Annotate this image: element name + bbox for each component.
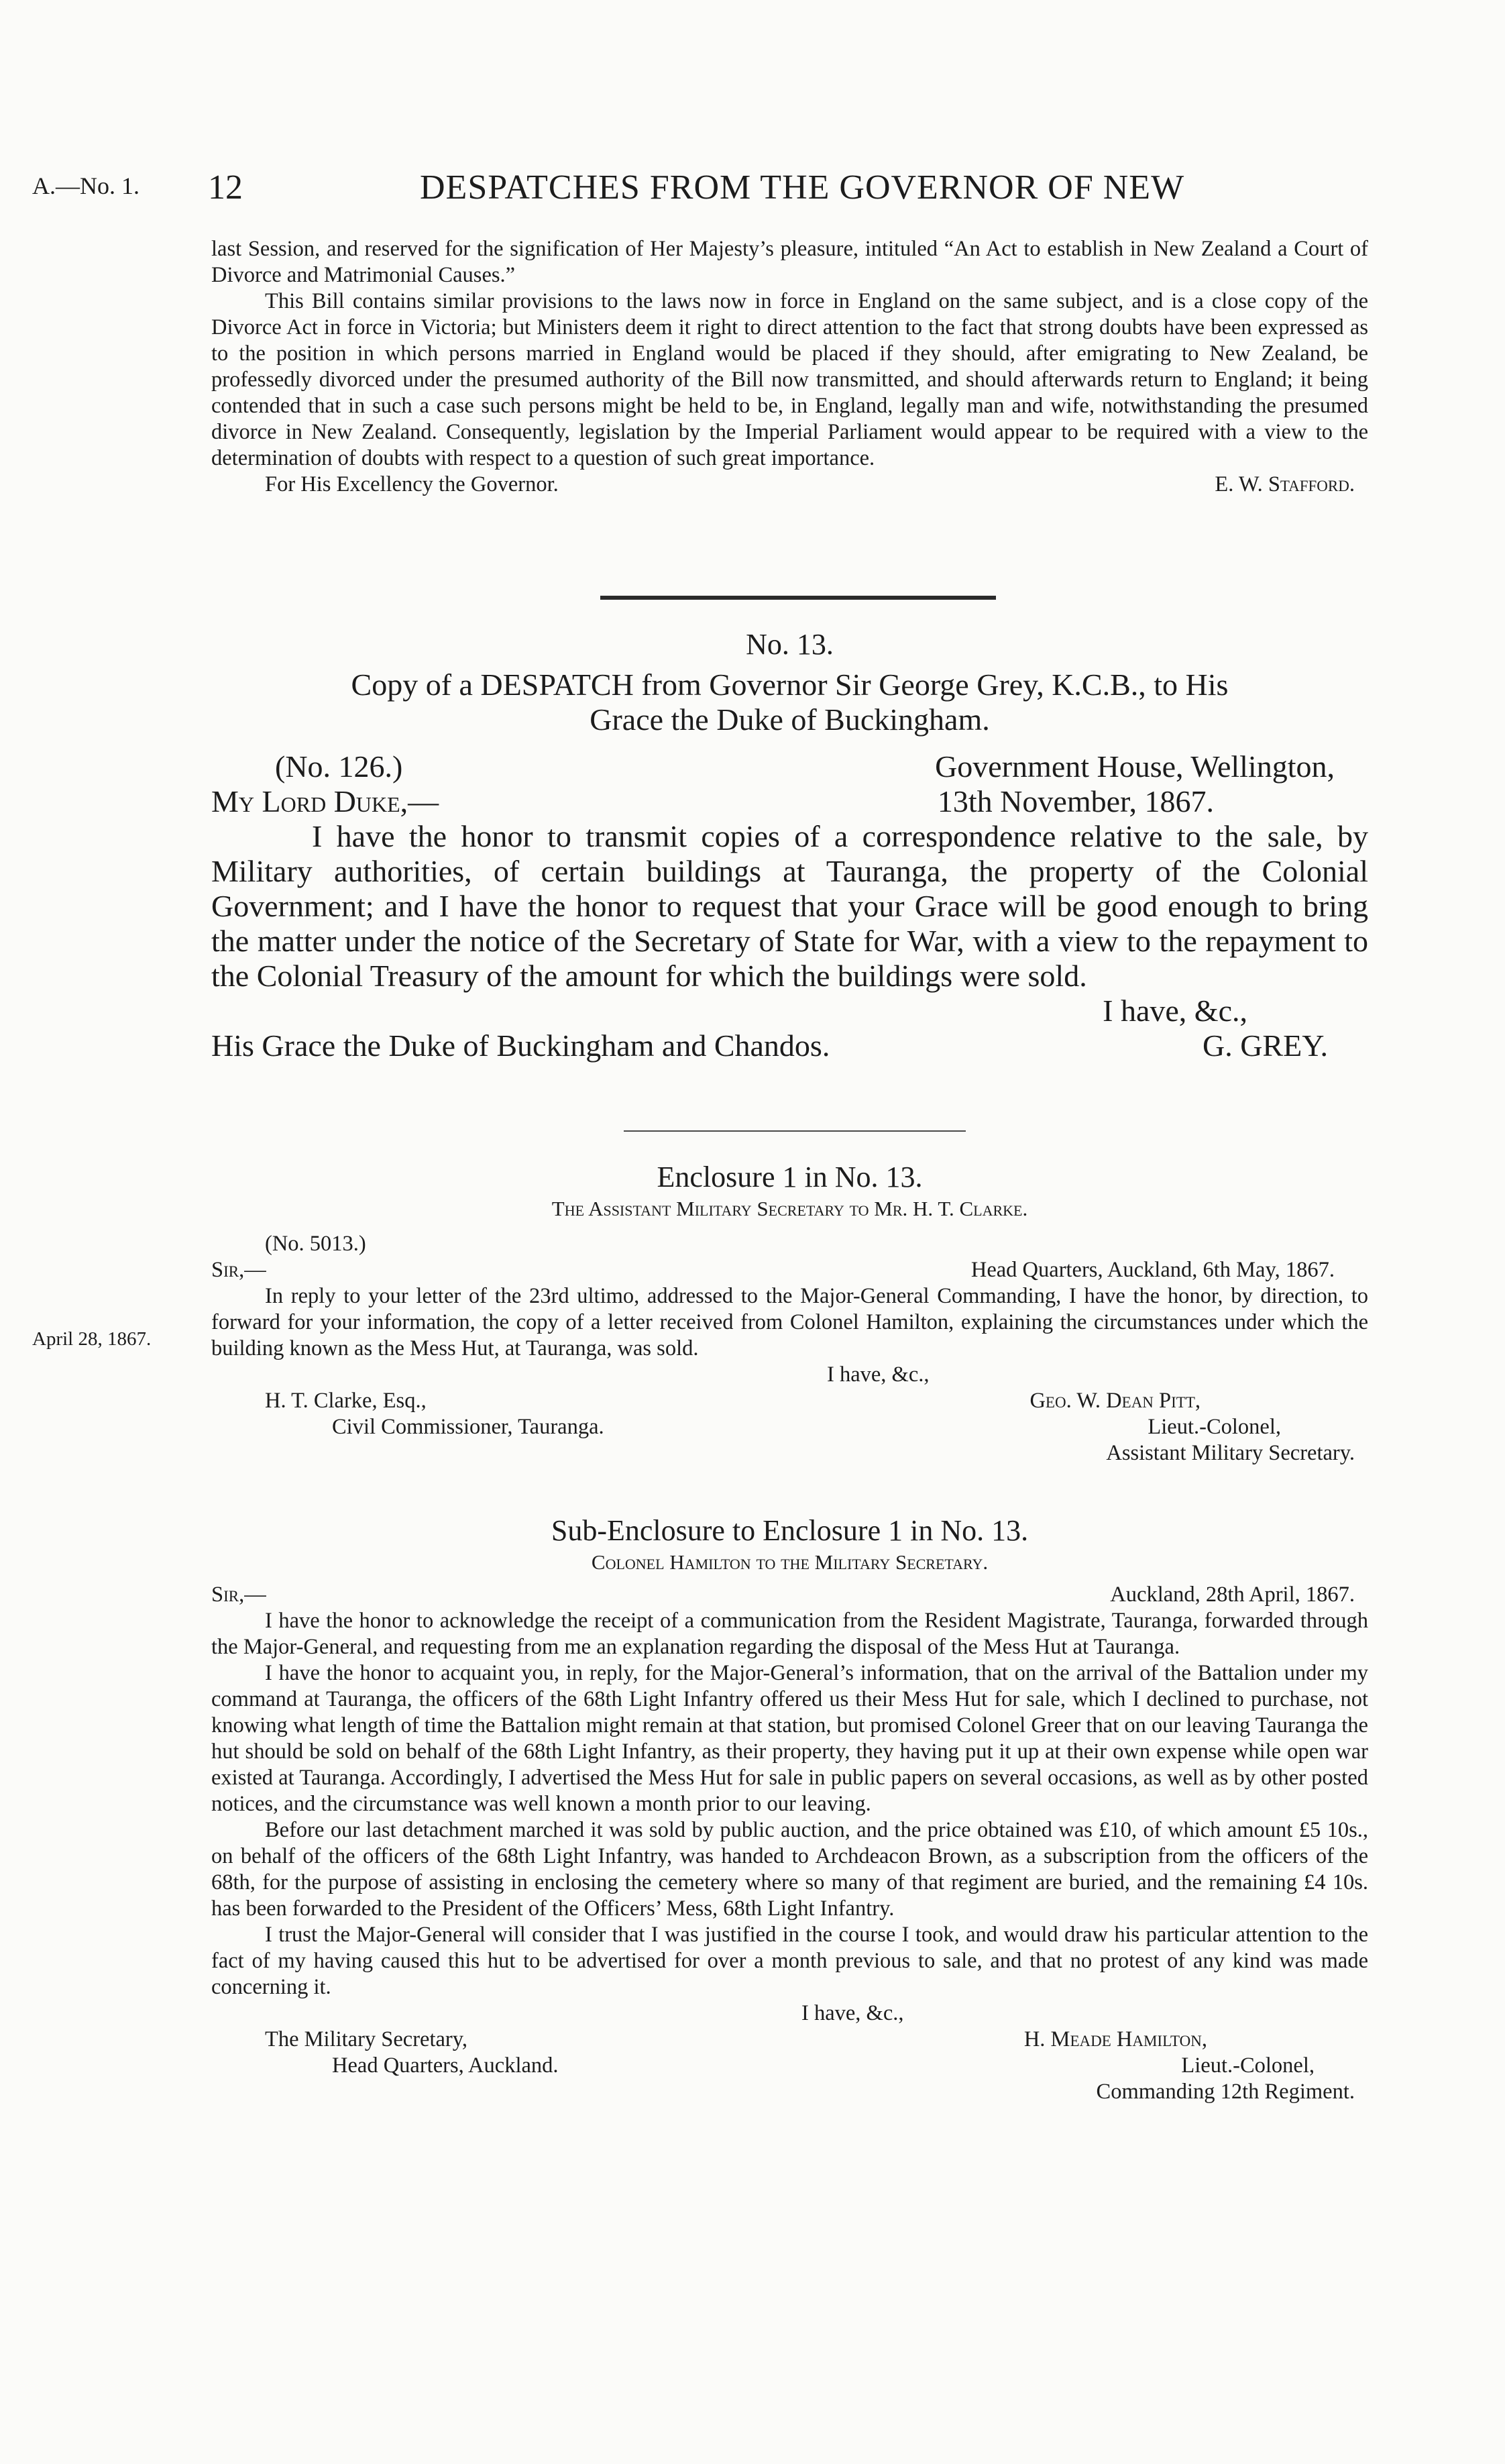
enclosure-addressee-name: H. T. Clarke, Esq., [265, 1389, 427, 1413]
enclosure-sign-line-1 [211, 1388, 1368, 1414]
section-divider [600, 596, 996, 600]
despatch-valediction: I have, &c., [1103, 994, 1247, 1028]
enclosure-ref: (No. 5013.) [265, 1232, 366, 1256]
enclosure-valediction: I have, &c., [827, 1362, 930, 1387]
despatch-salutation: My Lord Duke,— [211, 784, 439, 818]
enclosure-signature-title: Assistant Military Secretary. [1106, 1441, 1355, 1465]
continued-letter [211, 236, 1368, 498]
paragraph: I have the honor to acquaint you, in reply, for the Major-General’s information, that on the arrival of the Battalion under my command at Tauranga, the officers of the 68th Light Infantry offered us their Mess Hut for sale, which I declined to purchase, not knowing what length of time the Battalion might remain at that station, but promised Colonel Greer that on our leaving Tauranga the hut should be sold on behalf of the 68th Light Infantry, as their property, they having put it up at their own expense while open war existed at Tauranga. Accordingly, I advertised the Mess Hut for sale in public papers on several occasions, as well as by other posted notices, and the circumstance was well known a month prior to our leaving. [211, 1661, 1368, 1816]
sub-enclosure-addressee-place: Head Quarters, Auckland. [332, 2053, 559, 2078]
enclosure-body: In reply to your letter of the 23rd ultimo, addressed to the Major-General Commanding, I have the honor, by direction, to forward for your information, the copy of a letter received from Colonel Hamilton, explaining the circumstances under which the building known as the Mess Hut, at Tauranga, was sold. [211, 1284, 1368, 1360]
despatch-number: No. 13. [746, 628, 834, 661]
paragraph: I have the honor to acknowledge the receipt of a communication from the Resident Magistrate, Tauranga, forwarded through the Major-General, and requesting from me an explanation regarding the disposal of the Mess Hut at Tauranga. [211, 1609, 1368, 1659]
despatch-body: I have the honor to transmit copies of a correspondence relative to the sale, by Military authorities, of certain buildings at Tauranga, the property of the Colonial Government; and I have the honor to request that your Grace will be good enough to bring the matter under the notice of the Secretary of State for War, with a view to the repayment to the Colonial Treasury of the amount for which the buildings were sold. [211, 819, 1368, 993]
sub-enclosure-sign-line-1 [211, 2027, 1368, 2053]
despatch-heading-line1: Copy of a DESPATCH from Governor Sir George Grey, K.C.B., to His [351, 667, 1229, 702]
paragraph: last Session, and reserved for the signification of Her Majesty’s pleasure, intituled “An Act to establish in New Zealand a Court of Divorce and Matrimonial Causes.” [211, 237, 1368, 287]
header-reference: A.—No. 1. [32, 172, 140, 199]
enclosure-signature-rank: Lieut.-Colonel, [1148, 1415, 1281, 1439]
despatch-addressee: His Grace the Duke of Buckingham and Chandos. [211, 1028, 830, 1063]
header-title: DESPATCHES FROM THE GOVERNOR OF NEW [420, 168, 1185, 207]
enclosure-1 [211, 1159, 1368, 1466]
sub-enclosure-signature-name: H. Meade Hamilton, [1023, 2027, 1207, 2051]
enclosure-addressee-title: Civil Commissioner, Tauranga. [332, 1415, 604, 1439]
enclosure-salutation: Sir,— [211, 1258, 266, 1282]
section-divider [624, 1130, 966, 1132]
despatch-date: 13th November, 1867. [937, 784, 1214, 818]
closing-line [211, 472, 1368, 498]
despatch-addressee-line [211, 1028, 1368, 1063]
enclosure-subtitle: The Assistant Military Secretary to Mr. H. T. Clarke. [551, 1197, 1028, 1220]
enclosure-title: Enclosure 1 in No. 13. [657, 1161, 923, 1193]
running-header [32, 168, 1367, 215]
sub-enclosure-signature-title: Commanding 12th Regiment. [1096, 2080, 1355, 2104]
signature: E. W. Stafford. [1215, 472, 1355, 496]
sub-enclosure-place-date: Auckland, 28th April, 1867. [1110, 1583, 1355, 1607]
enclosure-salutation-line [211, 1257, 1368, 1283]
sub-enclosure-addressee-name: The Military Secretary, [265, 2027, 468, 2051]
enclosure-signature-name: Geo. W. Dean Pitt, [1029, 1389, 1201, 1413]
sub-enclosure [211, 1513, 1368, 2105]
sub-enclosure-subtitle: Colonel Hamilton to the Military Secretary. [591, 1550, 989, 1574]
sub-enclosure-title: Sub-Enclosure to Enclosure 1 in No. 13. [551, 1514, 1029, 1547]
despatch [211, 627, 1368, 1063]
despatch-signature: G. GREY. [1202, 1028, 1328, 1063]
sub-enclosure-salutation: Sir,— [211, 1583, 266, 1607]
enclosure-sign-line-2 [211, 1414, 1368, 1440]
despatch-heading-line2: Grace the Duke of Buckingham. [590, 702, 990, 737]
paragraph: This Bill contains similar provisions to the laws now in force in England on the same subject, and is a close copy of the Divorce Act in force in Victoria; but Ministers deem it right to direct attention to the fact that strong doubts have been expressed as to the position in which persons married in England would be placed if they should, after emigrating to New Zealand, be professedly divorced under the presumed authority of the Bill now transmitted, and should afterwards return to England; it being contended that in such a case such persons might be held to be, in England, legally man and wife, notwithstanding the presumed divorce in New Zealand. Consequently, legislation by the Imperial Parliament would appear to be required with a view to the determination of doubts with respect to a question of such great importance. [211, 289, 1368, 470]
sub-enclosure-sign-line-2 [211, 2053, 1368, 2079]
sub-enclosure-valediction: I have, &c., [801, 2001, 904, 2025]
paragraph: I trust the Major-General will consider that I was justified in the course I took, and would draw his particular attention to the fact of my having caused this hut to be advertised for over a month previous to sale, and that no protest of any kind was made concerning it. [211, 1923, 1368, 1999]
sub-enclosure-signature-rank: Lieut.-Colonel, [1181, 2053, 1315, 2078]
sub-enclosure-salutation-line [211, 1582, 1368, 1608]
enclosure-place-date: Head Quarters, Auckland, 6th May, 1867. [970, 1258, 1335, 1282]
page-number: 12 [208, 168, 243, 207]
despatch-salutation-line [211, 784, 1368, 819]
paragraph: Before our last detachment marched it was sold by public auction, and the price obtained was £10, of which amount £5 10s., on behalf of the officers of the 68th Light Infantry, was handed to Archdeacon Brown, as a subscription from the officers of the 68th, for the purpose of assisting in enclosing the cemetery where so many of that regiment are buried, and the remaining £4 10s. has been forwarded to the President of the Officers’ Mess, 68th Light Infantry. [211, 1818, 1368, 1921]
despatch-ref: (No. 126.) [275, 749, 403, 784]
closing-left: For His Excellency the Governor. [265, 472, 559, 496]
despatch-place: Government House, Wellington, [935, 749, 1335, 784]
margin-note: April 28, 1867. [32, 1328, 152, 1350]
despatch-ref-line [211, 749, 1368, 784]
